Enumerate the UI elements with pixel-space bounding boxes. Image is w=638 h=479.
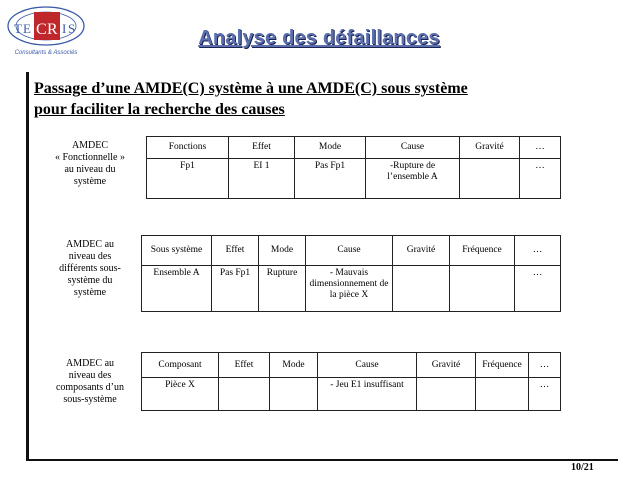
header-cell: Sous système — [142, 236, 212, 266]
table-cell — [219, 378, 270, 411]
header-cell: Fréquence — [450, 236, 515, 266]
section3-label-line: sous-système — [63, 394, 117, 405]
header-cell: Gravité — [460, 137, 520, 159]
table-cell: -Rupture de l’ensemble A — [366, 159, 460, 199]
header-cell: Cause — [318, 353, 417, 378]
header-cell: … — [515, 236, 561, 266]
component-amdec-table — [141, 352, 561, 411]
section2-label-line: différents sous- — [59, 263, 121, 274]
table-cell: … — [520, 159, 561, 199]
table-cell — [417, 378, 476, 411]
logo-letter-s: S — [68, 21, 76, 36]
table-cell — [476, 378, 529, 411]
table-cell — [393, 266, 450, 312]
table-cell: … — [515, 266, 561, 312]
table-cell — [450, 266, 515, 312]
section3-label-line: niveau des — [68, 370, 112, 381]
table-cell: Ensemble A — [142, 266, 212, 312]
header-cell: … — [520, 137, 561, 159]
section1-label-line: au niveau du — [64, 164, 116, 175]
header-cell: Composant — [142, 353, 219, 378]
section1-label-line: système — [73, 176, 107, 187]
header-cell: Cause — [306, 236, 393, 266]
header-cell: Mode — [259, 236, 306, 266]
subsystem-amdec-table — [141, 235, 561, 312]
table-row — [142, 378, 561, 411]
table-cell: Rupture — [259, 266, 306, 312]
header-cell: Mode — [295, 137, 366, 159]
table-row — [147, 159, 561, 199]
section2-label-line: niveau des — [68, 251, 112, 262]
header-cell: Effet — [229, 137, 295, 159]
logo-letter-c: C — [36, 21, 47, 38]
subtitle-line-2: pour faciliter la recherche des causes — [34, 101, 285, 118]
system-amdec-table — [146, 136, 561, 199]
subtitle-line-1: Passage d’une AMDE(C) système à une AMDE(C) sous système — [34, 80, 468, 97]
header-cell: Cause — [366, 137, 460, 159]
section2-label-line: système du — [67, 275, 113, 286]
slide-title: Analyse des défaillances — [198, 27, 440, 49]
table-cell: - Jeu E1 insuffisant — [318, 378, 417, 411]
table-cell: Pièce X — [142, 378, 219, 411]
header-cell: Effet — [212, 236, 259, 266]
logo-letter-i: I — [62, 21, 67, 36]
header-cell: Gravité — [417, 353, 476, 378]
table-cell: Pas Fp1 — [295, 159, 366, 199]
table-cell — [460, 159, 520, 199]
left-vertical-rule — [26, 72, 29, 460]
section3-label-line: AMDEC au — [65, 358, 115, 369]
section1-label-line: « Fonctionnelle » — [55, 152, 125, 163]
section3-label — [34, 358, 146, 406]
logo-letter-e: E — [23, 21, 31, 36]
section1-label — [34, 140, 146, 188]
table-cell: … — [529, 378, 561, 411]
table-header-row — [142, 353, 561, 378]
table-cell — [270, 378, 318, 411]
section1-label-line: AMDEC — [71, 140, 109, 151]
logo-letter-r: R — [47, 21, 58, 38]
table-header-row — [147, 137, 561, 159]
page-number: 10/21 — [571, 462, 594, 473]
bottom-horizontal-rule — [26, 459, 618, 461]
table-cell: Fp1 — [147, 159, 229, 199]
table-cell: - Mauvais dimensionnement de la pièce X — [306, 266, 393, 312]
table-cell: Pas Fp1 — [212, 266, 259, 312]
header-cell: Fréquence — [476, 353, 529, 378]
header-cell: Fonctions — [147, 137, 229, 159]
section2-label — [34, 239, 146, 299]
table-header-row — [142, 236, 561, 266]
header-cell: Gravité — [393, 236, 450, 266]
section2-label-line: AMDEC au — [65, 239, 115, 250]
table-cell: EI 1 — [229, 159, 295, 199]
logo-letter-t: T — [14, 21, 22, 36]
section3-label-line: composants d’un — [55, 382, 125, 393]
header-cell: … — [529, 353, 561, 378]
table-row — [142, 266, 561, 312]
logo-tagline: Consultants & Associés — [14, 50, 78, 56]
section2-label-line: système — [73, 287, 107, 298]
slide-subtitle — [34, 78, 632, 120]
header-cell: Effet — [219, 353, 270, 378]
header-cell: Mode — [270, 353, 318, 378]
